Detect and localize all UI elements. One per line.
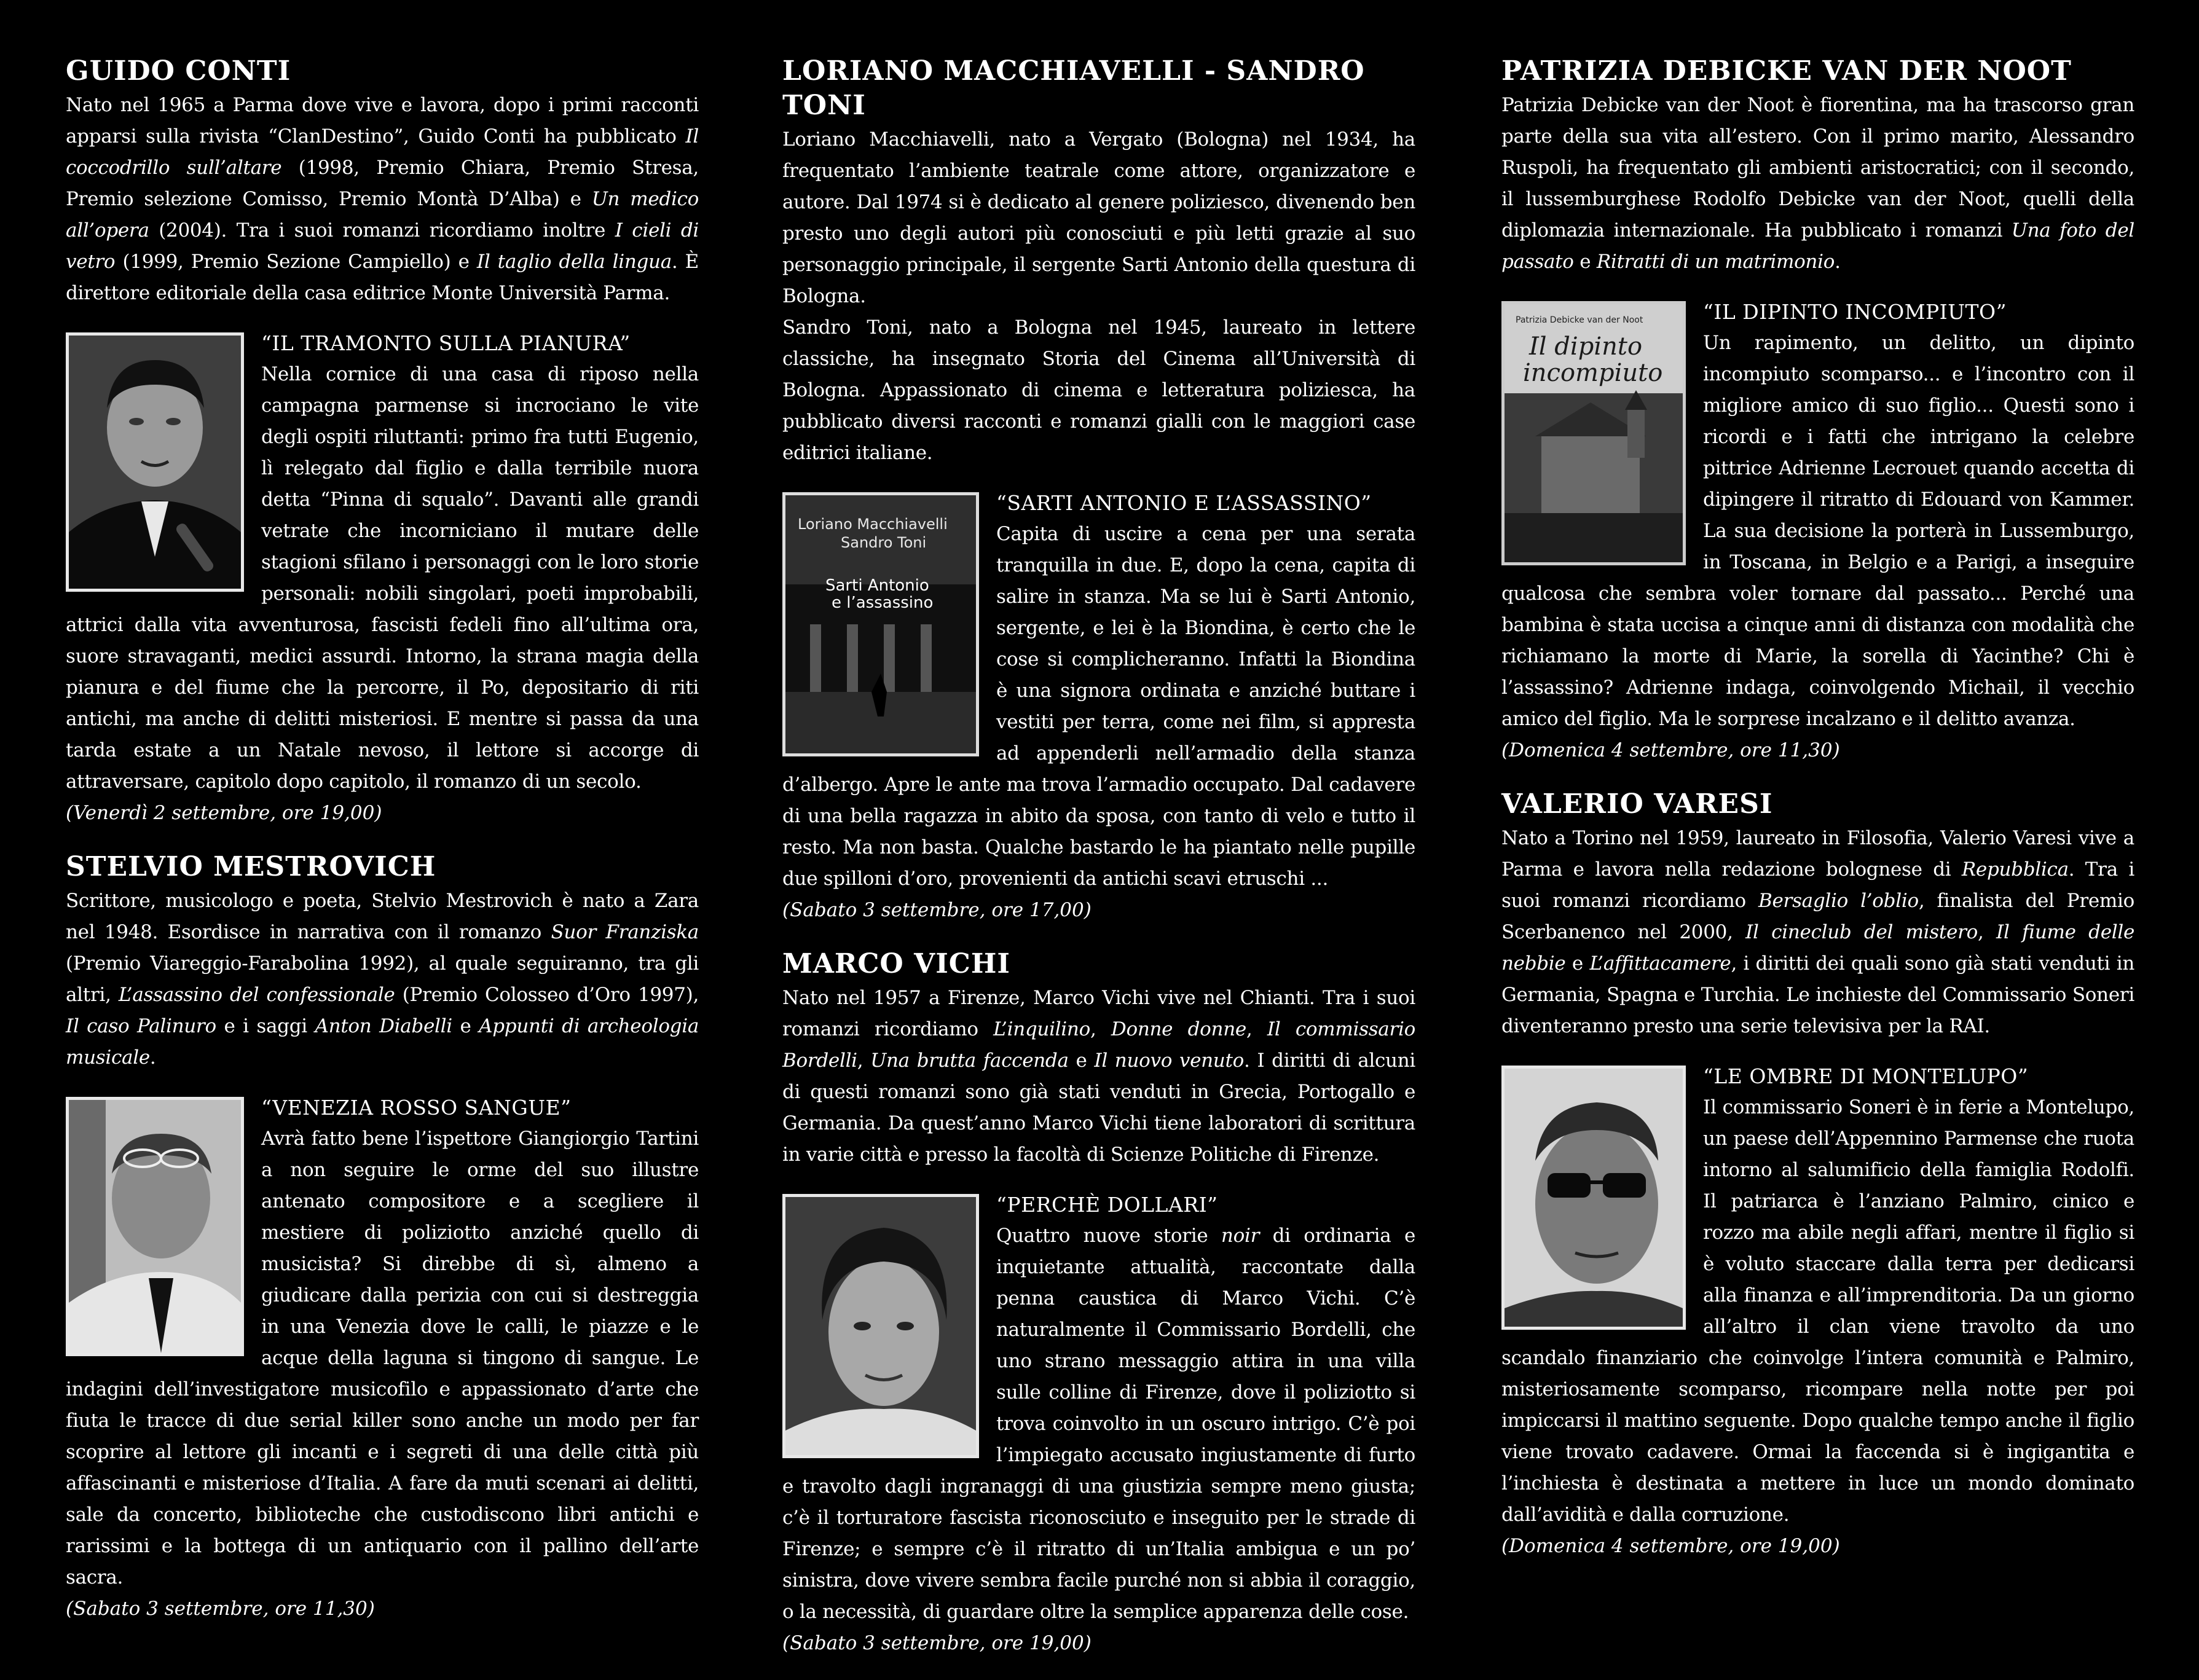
book-synopsis: Un rapimento, un delitto, un dipinto incompiuto scomparso... e l’incontro con il migliore amico di suo figlio... Questi sono i ricordi e i fatti che intrigano la celebre pittrice Adrienne Lecrouet quando accetta di dipingere il ritratto di Edouard von Kammer. La sua decisione la porterà in Lussemburgo, in Toscana, in Belgio e a Parigi, a inseguire qualcosa che sembra voler tornare dal passato... Perché una bambina è stata uccisa a cinque anni di distanza con modalità che richiamano la morte di Marie, la sorella di Yacinthe? Chi è l’assassino? Adrienne indaga, coinvolgendo Michail, il vecchio amico del figlio. Ma le sorprese incalzano e il delitto avanza.	[1501, 332, 2134, 730]
cover-title-1: Il dipinto	[1529, 332, 1643, 361]
author-name: PATRIZIA DEBICKE VAN DER NOOT	[1501, 55, 2072, 87]
book-cover-dipinto	[1501, 301, 1686, 565]
book-title: “IL TRAMONTO SULLA PIANURA”	[261, 331, 631, 355]
cover-author-2: Sandro Toni	[841, 534, 927, 551]
author-photo-varesi	[1501, 1066, 1686, 1330]
author-bio: Sandro Toni, nato a Bologna nel 1945, laureato in lettere classiche, ha insegnato Storia del Cinema all’Università di Bologna. Appassionato di cinema e letteratura poliziesca, ha pubblicato diversi racconti e romanzi gialli con le maggiori case editrici italiane.	[782, 316, 1415, 464]
book-title: “VENEZIA ROSSO SANGUE”	[261, 1096, 572, 1120]
author-name: VALERIO VARESI	[1501, 788, 1773, 820]
book-synopsis: Il commissario Soneri è in ferie a Montelupo, un paese dell’Appennino Parmense che ruota intorno al salumificio della famiglia Rodolfi. Il patriarca è l’anziano Palmiro, cinico e rozzo ma abile negli affari, mentre il figlio si è voluto staccare dalla terra per dedicarsi alla finanza e all’imprenditoria. Da un giorno all’altro il clan viene travolto da uno scandalo finanziario che coinvolge l’intera comunità e Palmiro, misteriosamente scomparso, ricompare nella notte per poi impiccarsi il mattino seguente. Dopo qualche tempo anche il figlio viene trovato cadavere. Ormai la faccenda si è ingigantita e l’inchiesta è destinata a mettere in luce un mondo dominato dall’avidità e dalla corruzione.	[1501, 1096, 2134, 1526]
event-datetime: (Domenica 4 settembre, ore 19,00)	[1501, 1535, 1840, 1557]
author-name: LORIANO MACCHIAVELLI - SANDRO TONI	[782, 55, 1365, 121]
event-datetime: (Sabato 3 settembre, ore 11,30)	[66, 1598, 375, 1620]
book-block	[1501, 1061, 2134, 1562]
author-bio: Patrizia Debicke van der Noot è fiorentina, ma ha trascorso gran parte della sua vita all’estero. Con il primo marito, Alessandro Ruspoli, ha frequentato gli ambienti aristocratici; con il secondo, il lussemburghese Rodolfo Debicke van der Noot, quelli della diplomazia internazionale. Ha pubblicato i romanzi Una foto del passato e Ritratti di un matrimonio.	[1501, 94, 2134, 273]
author-bio: Loriano Macchiavelli, nato a Vergato (Bologna) nel 1934, ha frequentato l’ambiente teatrale come attore, organizzatore e autore. Dal 1974 si è dedicato al genere poliziesco, divenendo ben presto uno degli autori più conosciuti e più letti grazie al suo personaggio principale, il sergente Sarti Antonio della questura di Bologna.	[782, 128, 1415, 307]
author-section-conti	[66, 54, 699, 829]
book-block	[782, 487, 1415, 926]
column-center	[782, 54, 1415, 1680]
book-title: “PERCHÈ DOLLARI”	[996, 1193, 1218, 1217]
book-block	[782, 1189, 1415, 1659]
book-block	[1501, 296, 2134, 766]
book-title: “IL DIPINTO INCOMPIUTO”	[1703, 300, 2007, 324]
cover-author-1: Loriano Macchiavelli	[798, 516, 948, 533]
author-name: GUIDO CONTI	[66, 55, 291, 87]
book-block	[66, 328, 699, 829]
author-name: MARCO VICHI	[782, 948, 1010, 979]
column-left	[66, 54, 699, 1646]
event-datetime: (Venerdì 2 settembre, ore 19,00)	[66, 802, 382, 824]
book-synopsis: Quattro nuove storie noir di ordinaria e inquietante attualità, raccontate dalla penna caustica di Marco Vichi. C’è naturalmente il Commissario Bordelli, che uno strano messaggio attira in una villa sulle colline di Firenze, dove il poliziotto si trova coinvolto in un oscuro intrigo. C’è poi l’impiegato accusato ingiustamente di furto e travolto dagli ingranaggi di una giustizia sempre meno giusta; c’è il torturatore fascista riconosciuto e inseguito per le strade di Firenze; e sempre c’è il ritratto di un’Italia ambigua e un po’ sinistra, dove vivere sembra facile purché non si abbia il coraggio, o la necessità, di guardare oltre la semplice apparenza delle cose.	[782, 1225, 1415, 1623]
cover-title-2: incompiuto	[1523, 359, 1663, 387]
book-block	[66, 1092, 699, 1625]
author-section-macchiavelli-toni	[782, 54, 1415, 926]
author-name: STELVIO MESTROVICH	[66, 851, 436, 882]
column-right	[1501, 54, 2134, 1583]
author-section-vichi	[782, 947, 1415, 1659]
book-title: “LE OMBRE DI MONTELUPO”	[1703, 1064, 2029, 1088]
author-bio: Nato nel 1957 a Firenze, Marco Vichi vive nel Chianti. Tra i suoi romanzi ricordiamo L’inquilino, Donne donne, Il commissario Bordelli, Una brutta faccenda e Il nuovo venuto. I diritti di alcuni di questi romanzi sono già stati venduti in Grecia, Portogallo e Germania. Da quest’anno Marco Vichi tiene laboratori di scrittura in varie città e presso la facoltà di Scienze Politiche di Firenze.	[782, 987, 1416, 1166]
author-bio: Nato a Torino nel 1959, laureato in Filosofia, Valerio Varesi vive a Parma e lavora nella redazione bolognese di Repubblica. Tra i suoi romanzi ricordiamo Bersaglio l’oblio, finalista del Premio Scerbanenco nel 2000, Il cineclub del mistero, Il fiume delle nebbie e L’affittacamere, i diritti dei quali sono già stati venduti in Germania, Spagna e Turchia. Le inchieste del Commissario Soneri diventeranno presto una serie televisiva per la RAI.	[1501, 827, 2135, 1037]
author-bio: Scrittore, musicologo e poeta, Stelvio Mestrovich è nato a Zara nel 1948. Esordisce in narrativa con il romanzo Suor Franziska (Premio Viareggio-Farabolina 1992), al quale seguiranno, tra gli altri, L’assassino del confessionale (Premio Colosseo d’Oro 1997), Il caso Palinuro e i saggi Anton Diabelli e Appunti di archeologia musicale.	[66, 890, 699, 1069]
author-photo-vichi	[782, 1194, 979, 1458]
book-synopsis: Avrà fatto bene l’ispettore Giangiorgio Tartini a non seguire le orme del suo illustre antenato compositore e a scegliere il mestiere di poliziotto anziché quello di musicista? Si direbbe di sì, almeno a giudicare dalla perizia con cui si destreggia in una Venezia dove le calli, le piazze e le acque della laguna si tingono di sangue. Le indagini dell’investigatore musicofilo e appassionato d’arte che fiuta le tracce di due serial killer sono anche un modo per far scoprire al lettore gli incanti e i segreti di una delle città più affascinanti e misteriose d’Italia. A fare da muti scenari ai delitti, sale da concerto, biblioteche che custodiscono libri antichi e rarissimi e la bottega di un antiquario con il pallino dell’arte sacra.	[66, 1128, 699, 1588]
author-section-varesi	[1501, 787, 2134, 1562]
cover-title-1: Sarti Antonio	[825, 576, 929, 595]
book-cover-sarti	[782, 492, 979, 756]
author-section-mestrovich	[66, 850, 699, 1625]
author-section-debicke	[1501, 54, 2134, 766]
cover-title-2: e l’assassino	[832, 594, 934, 612]
book-synopsis: Nella cornice di una casa di riposo nella campagna parmense si incrociano le vite degli ospiti riluttanti: primo fra tutti Eugenio, lì relegato dal figlio e dalla terribile nuora detta “Pinna di squalo”. Davanti alle grandi vetrate che incorniciano il mutare delle stagioni sfilano i personaggi con le loro storie personali: nobili singolari, poeti improbabili, attrici dalla vita avventurosa, fascisti fedeli fino all’ultima ora, suore stravaganti, medici assurdi. Intorno, la strana magia della pianura e del fiume che la percorre, il Po, depositario di riti antichi, ma anche di delitti misteriosi. E mentre si passa da una tarda estate a un Natale nevoso, il lettore si accorge di attraversare, capitolo dopo capitolo, il romanzo di un secolo.	[66, 363, 699, 793]
event-datetime: (Sabato 3 settembre, ore 17,00)	[782, 899, 1092, 921]
book-synopsis: Capita di uscire a cena per una serata tranquilla in due. E, dopo la cena, capita di salire in stanza. Ma se lui è Sarti Antonio, sergente, e lei è la Biondina, è certo che le cose si complicheranno. Infatti la Biondina è una signora ordinata e anziché buttare i vestiti per terra, come nei film, si appresta ad appenderli nell’armadio della stanza d’albergo. Apre le ante ma trova l’armadio occupato. Dal cadavere di una bella ragazza in abito da sposa, con tanto di velo e tutto il resto. Ma non basta. Qualche bastardo le ha piantato nelle pupille due spilloni d’oro, provenienti da antichi scavi etruschi ...	[782, 523, 1415, 890]
cover-author: Patrizia Debicke van der Noot	[1516, 315, 1643, 325]
author-photo-conti	[66, 332, 244, 592]
book-title: “SARTI ANTONIO E L’ASSASSINO”	[996, 491, 1372, 515]
event-datetime: (Domenica 4 settembre, ore 11,30)	[1501, 739, 1840, 761]
author-bio: Nato nel 1965 a Parma dove vive e lavora, dopo i primi racconti apparsi sulla rivista “ClanDestino”, Guido Conti ha pubblicato Il coccodrillo sull’altare (1998, Premio Chiara, Premio Stresa, Premio selezione Comisso, Premio Montà D’Alba) e Un medico all’opera (2004). Tra i suoi romanzi ricordiamo inoltre I cieli di vetro (1999, Premio Sezione Campiello) e Il taglio della lingua. È direttore editoriale della casa editrice Monte Università Parma.	[66, 94, 699, 304]
event-datetime: (Sabato 3 settembre, ore 19,00)	[782, 1632, 1092, 1654]
author-photo-mestrovich	[66, 1097, 244, 1356]
